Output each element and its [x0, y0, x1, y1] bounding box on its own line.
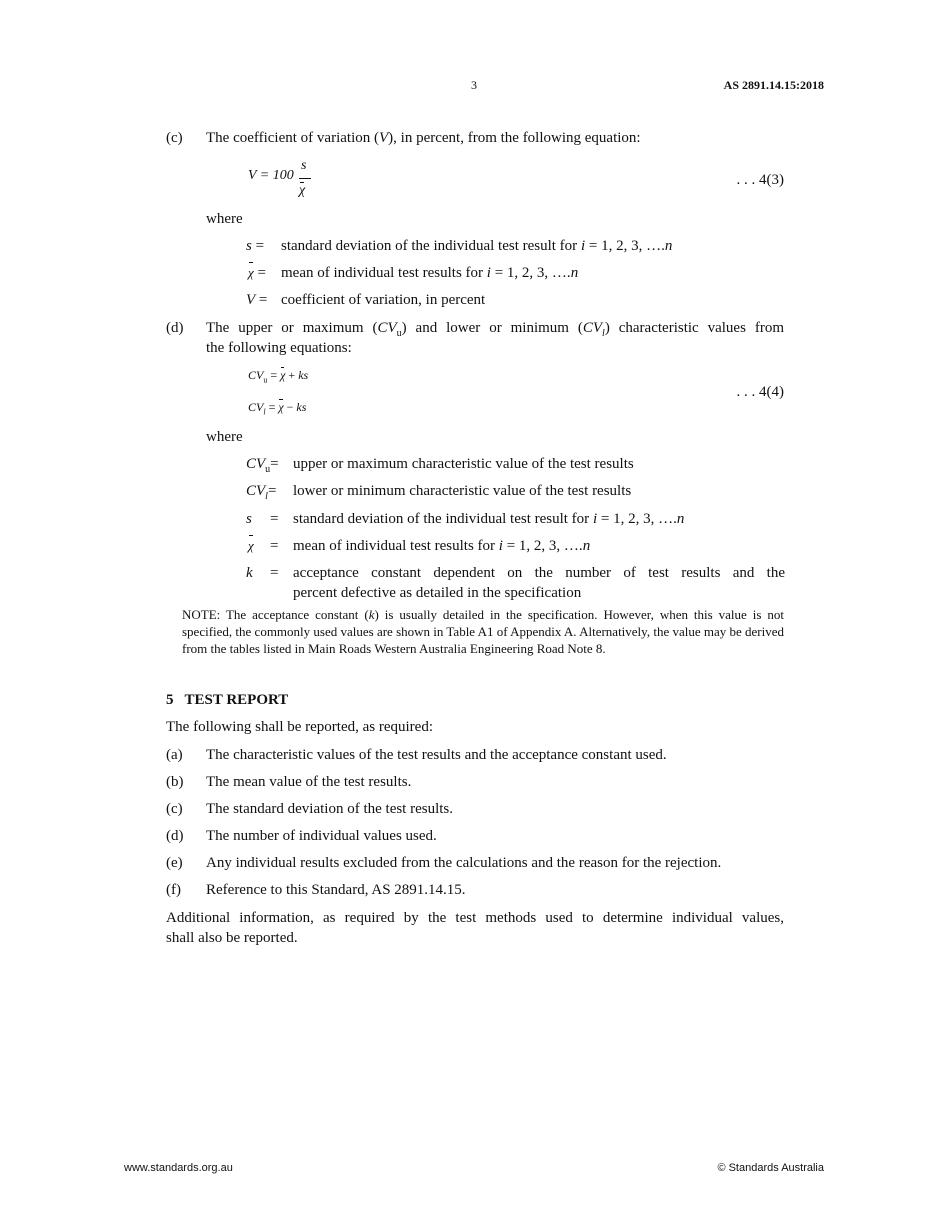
- item-c-label: (c): [166, 130, 183, 146]
- report-item-e-label: (e): [166, 855, 183, 871]
- report-item-b-label: (b): [166, 774, 184, 790]
- closing-text-line2: shall also be reported.: [166, 930, 298, 946]
- equation-4-4-lower: $CV_l = \chi$ − ks: [248, 400, 307, 417]
- item-d-where: where: [206, 429, 243, 445]
- def-d-cvl-sym: $CV_l=$: [246, 483, 277, 502]
- item-d-text-line1: The upper or maximum $(CV_u)$ and lower or minimum $(CV_l)$ characteristic values from: [206, 320, 784, 339]
- report-item-d-text: The number of individual values used.: [206, 828, 437, 844]
- eq-4-3-fraction-bar: [299, 178, 311, 179]
- report-item-c-text: The standard deviation of the test results.: [206, 801, 454, 817]
- def-c-mean-sym: χ =: [248, 265, 266, 281]
- item-d-label: (d): [166, 320, 184, 336]
- section-5-heading-text: 5 TEST REPORT: [166, 692, 289, 708]
- equation-number-4-3: . . . 4(3): [736, 172, 784, 188]
- def-d-s-sym: s: [246, 511, 252, 527]
- eq-4-3-lhs: V = 100: [248, 168, 294, 183]
- report-item-a-text: The characteristic values of the test results and the acceptance constant used.: [206, 747, 667, 763]
- eq-4-3-denominator: χ: [299, 183, 306, 198]
- def-d-mean-sym: χ: [248, 536, 254, 556]
- def-c-s-text: standard deviation of the individual test result for i = 1, 2, 3, ….n: [281, 238, 673, 254]
- report-item-f-text: Reference to this Standard, AS 2891.14.15.: [206, 882, 466, 898]
- def-c-mean-text: mean of individual test results for i = 1, 2, 3, ….n: [281, 265, 579, 281]
- def-d-s-eq: =: [270, 511, 279, 527]
- def-d-cvu-sym: $CV_u=$: [246, 456, 279, 475]
- standard-number: AS 2891.14.15:2018: [723, 78, 824, 92]
- def-d-k-eq: =: [270, 565, 279, 581]
- footer-website-link[interactable]: www.standards.org.au: [124, 1162, 233, 1174]
- closing-text-line1: Additional information, as required by the test methods used to determine individual values,: [166, 910, 784, 926]
- equation-4-4-upper: $CV_u = \chi$ + ks: [248, 368, 309, 385]
- def-d-k-text-line2: percent defective as detailed in the specification: [293, 585, 582, 601]
- def-d-s-text: standard deviation of the individual test result for i = 1, 2, 3, ….n: [293, 511, 685, 527]
- section-5-heading: [166, 690, 288, 710]
- equation-4-3: [248, 160, 328, 202]
- report-item-a-label: (a): [166, 747, 183, 763]
- report-item-e-text: Any individual results excluded from the calculations and the reason for the rejection.: [206, 855, 722, 871]
- report-item-c-label: (c): [166, 801, 183, 817]
- report-item-f-label: (f): [166, 882, 181, 898]
- def-d-mean-eq: =: [270, 538, 279, 554]
- item-c-text: The coefficient of variation (V), in percent, from the following equation:: [206, 130, 641, 146]
- item-c-where: where: [206, 211, 243, 227]
- section-5-intro: The following shall be reported, as required:: [166, 719, 433, 735]
- eq-4-3-numerator: s: [301, 158, 307, 173]
- report-item-b-text: The mean value of the test results.: [206, 774, 412, 790]
- item-d-text-line2: the following equations:: [206, 340, 352, 356]
- def-d-k-sym: k: [246, 565, 253, 581]
- report-item-d-label: (d): [166, 828, 184, 844]
- def-c-s-sym: s =: [246, 238, 265, 254]
- footer-copyright: © Standards Australia: [717, 1162, 824, 1174]
- def-c-v-sym: V =: [246, 292, 268, 308]
- note-acceptance-constant: NOTE: The acceptance constant (k) is usually detailed in the specification. However, when this value is not specified, the commonly used values are shown in Table A1 of Appendix A. Alternatively, the value may be derived from the tables listed in Main Roads Western Australia Engineering Road Note 8.: [182, 607, 784, 656]
- equation-number-4-4: . . . 4(4): [736, 384, 784, 400]
- def-d-cvl-text: lower or minimum characteristic value of the test results: [293, 483, 632, 499]
- def-d-mean-text: mean of individual test results for i = 1, 2, 3, ….n: [293, 538, 591, 554]
- def-d-k-text-line1: acceptance constant dependent on the number of test results and the: [293, 565, 785, 581]
- def-c-v-text: coefficient of variation, in percent: [281, 292, 486, 308]
- def-d-cvu-text: upper or maximum characteristic value of the test results: [293, 456, 634, 472]
- page-number: 3: [471, 78, 477, 92]
